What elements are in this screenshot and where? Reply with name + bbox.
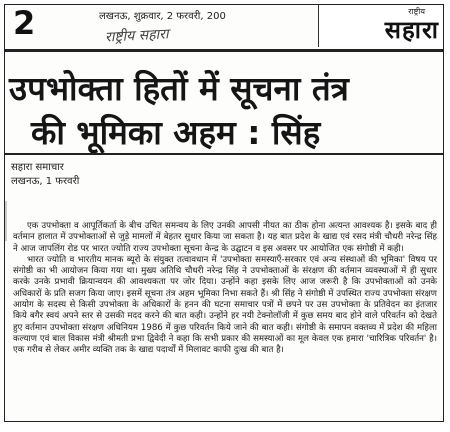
article-paragraph: भारत ज्योति व भारतीय मानक ब्यूरो के संयुक्त तत्वावधान में 'उपभोक्ता समस्याएँ-सरकार एवं अन्य संस्थाओं की भूमिका' विषय पर संगोष्ठी का भी आयोजन किया गया था। मुख्य अतिथि चौधरी नरेन्द्र सिंह ने उपभोक्ताओं के संरक्षण की वर्तमान व्यवस्थाओं में ही सुधार करके उनके प्रभावी क्रियान्वयन की आवश्यकता पर जोर दिया। उन्होंने कहा इसके लिए आज जरूरी है कि उपभोक्ताओं को उनके अधिकारों के प्रति सजग किया जाए। इसमें सूचना तंत्र अहम भूमिका निभा सकते हैं। श्री सिंह ने संगोष्ठी में उपस्थित राज्य उपभोक्ता संरक्षण आयोग के सदस्य से किसी उपभोक्ता के अधिकारों के हनन की घटना समाचार पत्रों में छपने पर उस उपभोक्ता के प्रतिवेदन का इंतजार किये बगैर स्वयं अपने स्तर से उसकी मदद करने की बात कही। उन्होंने हर नयी टेक्नोलॉजी में कुछ समय बाद होने वाले परिवर्तन को देखते हुए वर्तमान उपभोक्ता संरक्षण अधिनियम 1986 में कुछ परिवर्तन किये जाने की बात कही। संगोष्ठी के समापन वक्तव्य में प्रदेश की महिला कल्याण एवं बाल विकास मंत्री श्रीमती प्रभा द्विवेदी ने कहा कि सभी प्रकार की समस्याओं का मूल केवल एक हमारा 'चारित्रिक परिवर्तन' है। एक गरीब से लेकर अमीर व्यक्ति तक के खाद्य पदार्थों में मिलावट काफी दुःख की बात है। (13, 254, 437, 356)
headline (9, 67, 349, 155)
byline (11, 161, 79, 189)
headline-line-1: उपभोक्ता हितों में सूचना तंत्र (9, 69, 349, 108)
article-paragraph: एक उपभोक्ता व आपूर्तिकर्ता के बीच उचित समन्वय के लिए उनकी आपसी नीयत का ठीक होना अत्यन्त आवश्यक है। इसके बाद ही वर्तमान हालात में उपभोक्ताओं से जुड़े मामलों में बेहतर सुधार किया जा सकता है। यह बात प्रदेश के खाद्य एवं रसद मंत्री चौधरी नरेन्द्र सिंह ने आज जापलिंग रोड पर भारत ज्योति राज्य उपभोक्ता सूचना केन्द्र के उद्घाटन व इस अवसर पर आयोजित एक संगोष्ठी में कही। (13, 221, 437, 254)
page-number: 2 (13, 4, 36, 42)
article-body (13, 221, 437, 357)
dateline: लखनऊ, शुक्रवार, 2 फरवरी, 200 (99, 11, 226, 22)
headline-line-2: की भूमिका अहम : सिंह (31, 113, 321, 152)
masthead-title: सहारा (384, 16, 439, 44)
newspaper-header (5, 5, 443, 49)
handwritten-note: राष्ट्रीय सहारा (104, 26, 169, 46)
scan-shadow (5, 201, 7, 241)
masthead-small-text: राष्ट्रीय (408, 7, 425, 16)
byline-place-date: लखनऊ, 1 फरवरी (11, 176, 80, 187)
newspaper-clipping (4, 4, 444, 422)
headline-rule (5, 153, 443, 155)
byline-agency: सहारा समाचार (11, 162, 64, 173)
masthead-logo (318, 5, 443, 47)
header-rule (5, 49, 443, 52)
